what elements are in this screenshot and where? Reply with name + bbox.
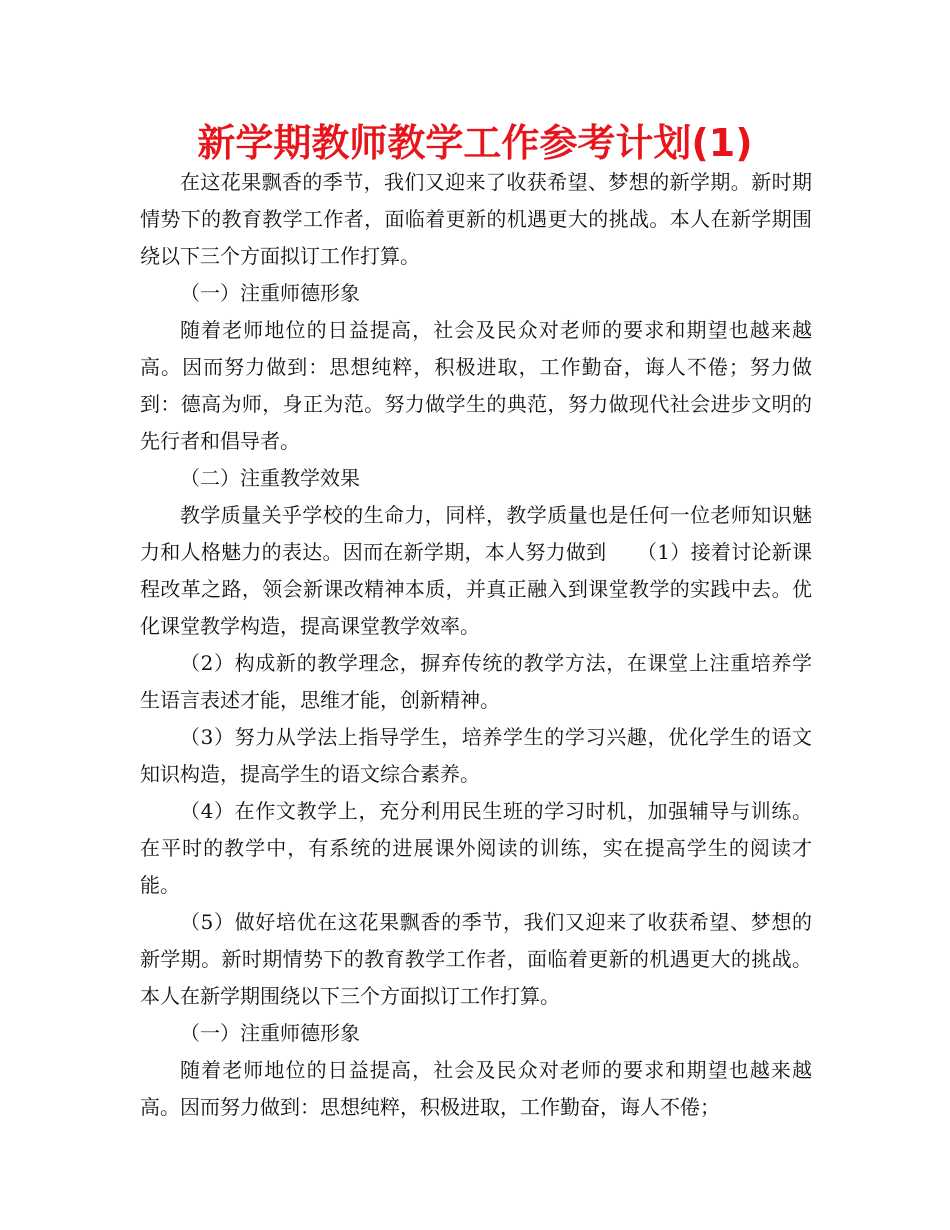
document-body: [140, 164, 812, 1126]
paragraph-ethics-repeat: 随着老师地位的日益提高，社会及民众对老师的要求和期望也越来越高。因而努力做到：思想纯粹，积极进取，工作勤奋，诲人不倦；: [140, 1058, 812, 1119]
paragraph-intro: 在这花果飘香的季节，我们又迎来了收获希望、梦想的新学期。新时期情势下的教育教学工作者，面临着更新的机遇更大的挑战。本人在新学期围绕以下三个方面拟订工作打算。: [140, 170, 812, 268]
list-item-2: （2）构成新的教学理念，摒弃传统的教学方法，在课堂上注重培养学生语言表述才能，思维才能，创新精神。: [140, 651, 812, 712]
section-heading-teaching-effect: （二）注重教学效果: [180, 466, 360, 490]
list-item-4: （4）在作文教学上，充分利用民生班的学习时机，加强辅导与训练。在平时的教学中，有系统的进展课外阅读的训练，实在提高学生的阅读才能。: [140, 799, 812, 897]
section-heading-ethics: （一）注重师德形象: [180, 281, 360, 305]
paragraph-teaching-quality: 教学质量关乎学校的生命力，同样，教学质量也是任何一位老师知识魅力和人格魅力的表达。因而在新学期，本人努力做到 （1）接着讨论新课程改革之路，领会新课改精神本质，并真正融入到课堂教学的实践中去。优化课堂教学构造，提高课堂教学效率。: [140, 503, 812, 638]
list-item-3: （3）努力从学法上指导学生，培养学生的学习兴趣，优化学生的语文知识构造，提高学生的语文综合素养。: [140, 725, 812, 786]
section-heading-ethics-repeat: （一）注重师德形象: [180, 1021, 360, 1045]
paragraph-ethics: 随着老师地位的日益提高，社会及民众对老师的要求和期望也越来越高。因而努力做到：思想纯粹，积极进取，工作勤奋，诲人不倦；努力做到：德高为师，身正为范。努力做学生的典范，努力做现代社会进步文明的先行者和倡导者。: [140, 318, 812, 453]
document-title: 新学期教师教学工作参考计划(1): [197, 121, 753, 165]
list-item-5: （5）做好培优在这花果飘香的季节，我们又迎来了收获希望、梦想的新学期。新时期情势下的教育教学工作者，面临着更新的机遇更大的挑战。本人在新学期围绕以下三个方面拟订工作打算。: [140, 910, 812, 1008]
